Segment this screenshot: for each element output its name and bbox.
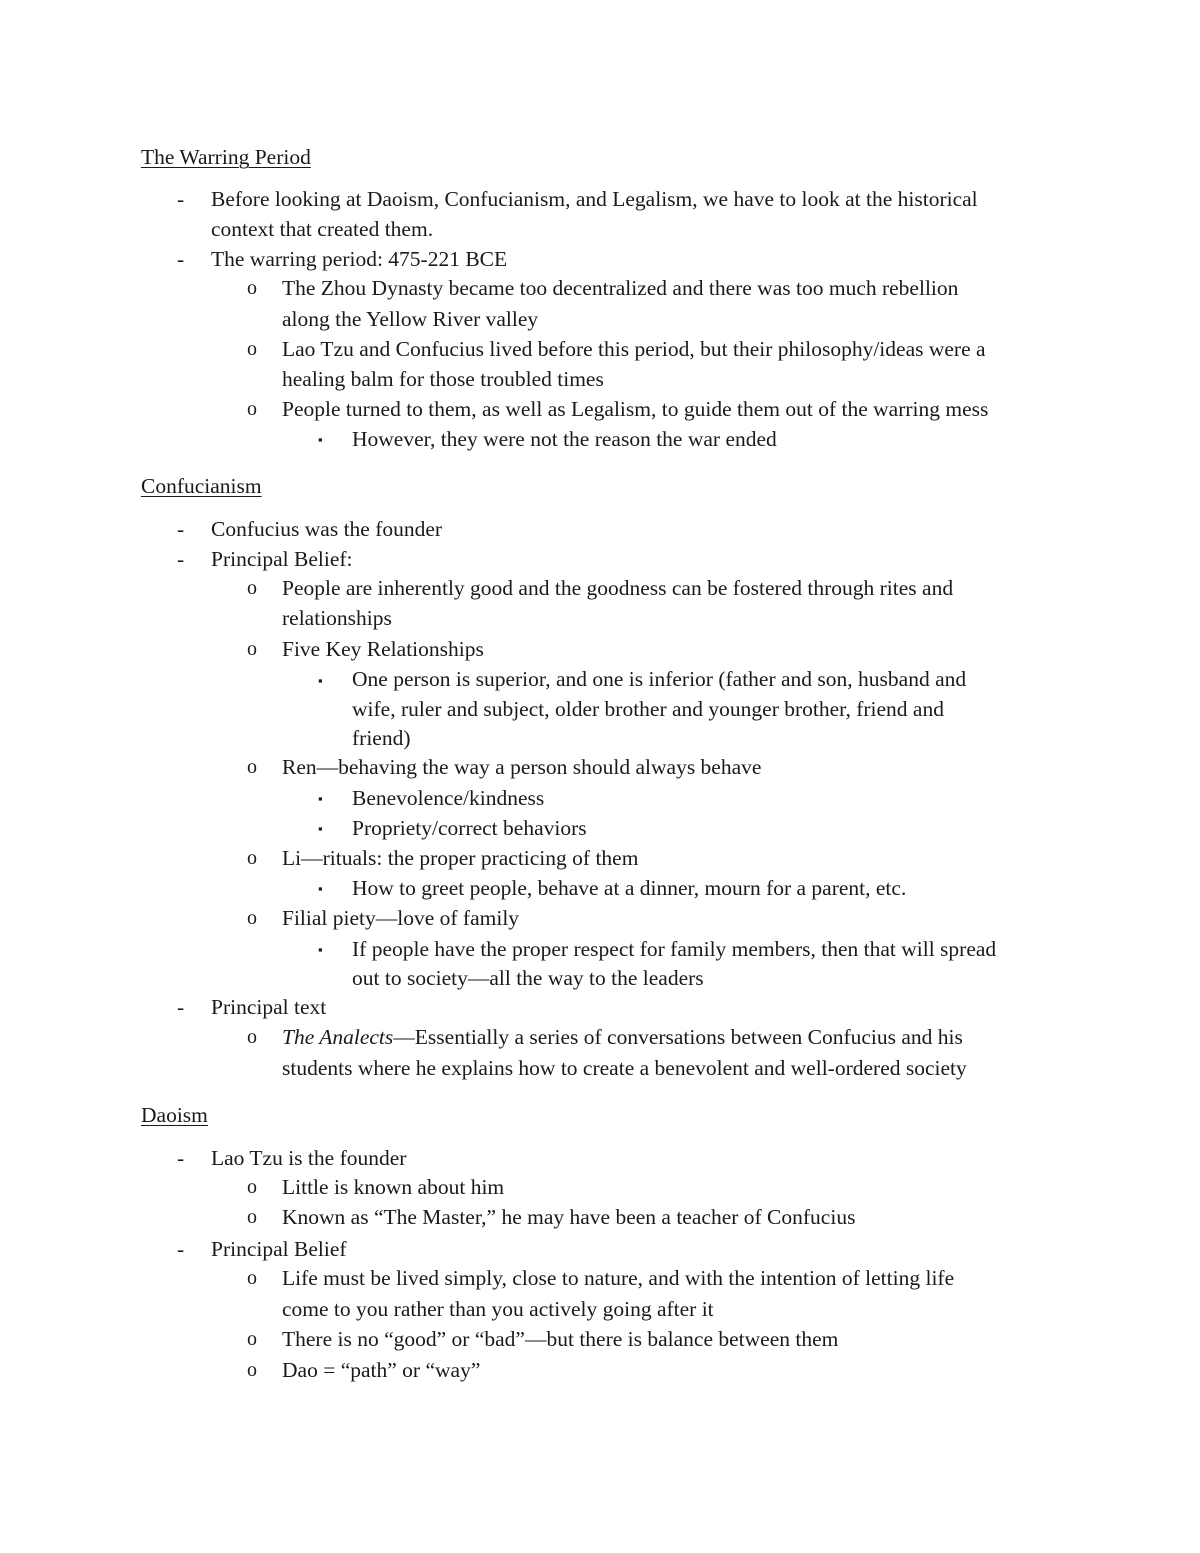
list-item: One person is superior, and one is inferior (father and son, husband and [352,667,967,691]
circle-bullet: o [247,577,257,599]
list-item [282,1027,963,1049]
section-heading-confucianism: Confucianism [141,474,262,498]
square-bullet: ▪ [318,942,323,957]
list-item: The Zhou Dynasty became too decentralized and there was too much rebellion [282,276,959,300]
circle-bullet: o [247,847,257,869]
dash-bullet: - [177,547,185,571]
circle-bullet: o [247,756,257,778]
list-item-continuation: friend) [352,726,411,750]
list-item-continuation: context that created them. [211,217,434,241]
square-bullet: ▪ [318,821,323,836]
list-item-continuation: wife, ruler and subject, older brother and younger brother, friend and [352,697,944,721]
circle-bullet: o [247,1206,257,1228]
circle-bullet: o [247,277,257,299]
dash-bullet: - [177,187,185,211]
circle-bullet: o [247,907,257,929]
circle-bullet: o [247,398,257,420]
square-bullet: ▪ [318,881,323,896]
list-item: Li—rituals: the proper practicing of them [282,846,639,870]
list-item: Confucius was the founder [211,517,443,541]
list-item-continuation: healing balm for those troubled times [282,367,604,391]
circle-bullet: o [247,1359,257,1381]
section-heading-daoism: Daoism [141,1103,208,1127]
list-item: There is no “good” or “bad”—but there is balance between them [282,1327,839,1351]
list-item: Known as “The Master,” he may have been a teacher of Confucius [282,1205,856,1229]
circle-bullet: o [247,338,257,360]
dash-bullet: - [177,247,185,271]
list-item: Principal Belief: [211,547,353,571]
circle-bullet: o [247,1026,257,1048]
list-item: Dao = “path” or “way” [282,1358,481,1382]
list-item: Principal text [211,995,327,1019]
list-item: The warring period: 475-221 BCE [211,247,508,271]
square-bullet: ▪ [318,673,323,688]
list-item: Five Key Relationships [282,637,484,661]
dash-bullet: - [177,1146,185,1170]
list-item: Life must be lived simply, close to nature, and with the intention of letting life [282,1266,955,1290]
book-description: —Essentially a series of conversations between Confucius and his [393,1025,963,1049]
book-title: The Analects [282,1025,394,1049]
list-item-continuation: out to society—all the way to the leaders [352,966,704,990]
list-item: Filial piety—love of family [282,906,520,930]
list-item-continuation: along the Yellow River valley [282,307,539,331]
circle-bullet: o [247,638,257,660]
list-item: Little is known about him [282,1175,505,1199]
list-item: People are inherently good and the goodness can be fostered through rites and [282,576,954,600]
list-item: Propriety/correct behaviors [352,816,587,840]
list-item-continuation: relationships [282,606,392,630]
list-item: Benevolence/kindness [352,786,545,810]
circle-bullet: o [247,1328,257,1350]
list-item: If people have the proper respect for family members, then that will spread [352,937,997,961]
square-bullet: ▪ [318,791,323,806]
list-item: Principal Belief [211,1237,347,1261]
list-item: Lao Tzu and Confucius lived before this period, but their philosophy/ideas were a [282,337,986,361]
list-item: However, they were not the reason the war ended [352,427,777,451]
list-item: How to greet people, behave at a dinner, mourn for a parent, etc. [352,876,907,900]
section-heading-warring-period: The Warring Period [141,145,311,169]
circle-bullet: o [247,1267,257,1289]
list-item-continuation: students where he explains how to create a benevolent and well-ordered society [282,1056,967,1080]
list-item: People turned to them, as well as Legalism, to guide them out of the warring mess [282,397,989,421]
list-item-continuation: come to you rather than you actively going after it [282,1297,714,1321]
list-item: Before looking at Daoism, Confucianism, and Legalism, we have to look at the historical [211,187,978,211]
dash-bullet: - [177,517,185,541]
list-item: Ren—behaving the way a person should always behave [282,755,762,779]
square-bullet: ▪ [318,432,323,447]
circle-bullet: o [247,1176,257,1198]
dash-bullet: - [177,1237,185,1261]
dash-bullet: - [177,995,185,1019]
list-item: Lao Tzu is the founder [211,1146,407,1170]
